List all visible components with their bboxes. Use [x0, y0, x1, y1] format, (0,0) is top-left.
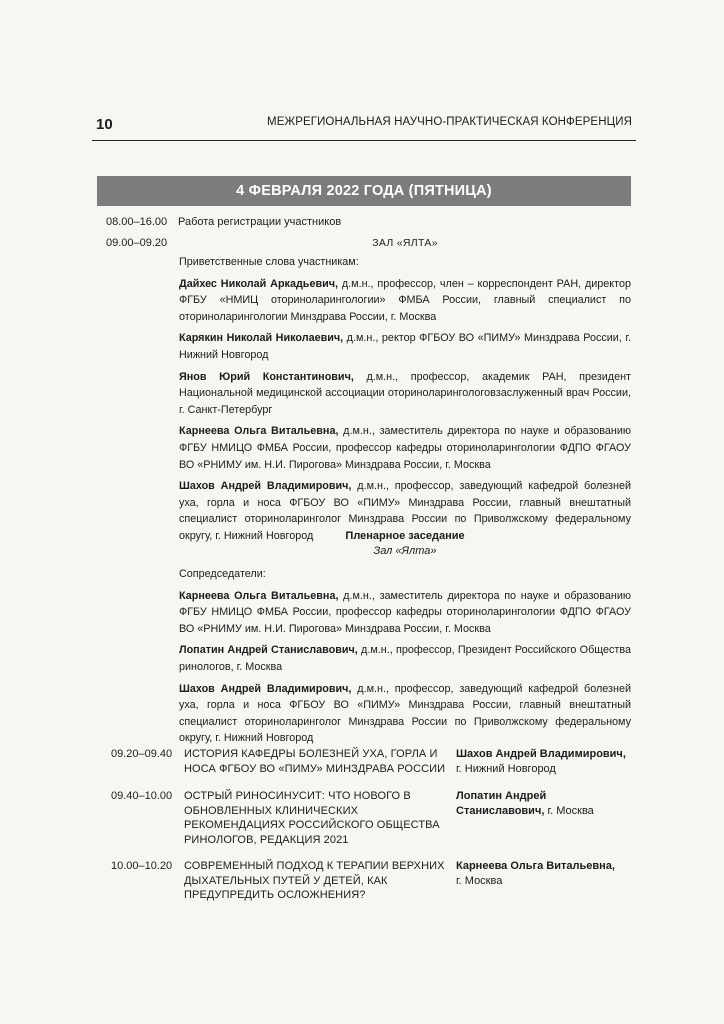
chairs-section [179, 566, 631, 752]
chair-details: д.м.н., профессор, Президент Российского Общества ринологов, г. Москва [179, 644, 631, 673]
speaker-name: Карнеева Ольга Витальевна, [179, 425, 339, 438]
chairs-label: Сопредседатели: [179, 568, 266, 580]
speaker-details: д.м.н., профессор, академик РАН, президент Национальной медицинской ассоциации оториноларингологовзаслуженный врач России, г. Санкт-Петербург [179, 370, 631, 416]
plenary-hall: Зал «Ялта» [373, 545, 437, 557]
talk-title: СОВРЕМЕННЫЙ ПОДХОД К ТЕРАПИИ ВЕРХНИХ ДЫХАТЕЛЬНЫХ ПУТЕЙ У ДЕТЕЙ, КАК ПРЕДУПРЕДИТЬ ОСЛОЖНЕНИЯ? [184, 860, 445, 902]
welcome-section [179, 254, 631, 550]
chair-name: Карнеева Ольга Витальевна, [179, 589, 339, 602]
time-slot: 08.00–16.00 [106, 216, 168, 228]
speaker-entry [179, 369, 631, 419]
chair-name: Шахов Андрей Владимирович, [179, 682, 352, 695]
talk-speaker-name: Карнеева Ольга Витальевна, [456, 860, 615, 872]
speaker-details: д.м.н., профессор, член – корреспондент РАН, директор ФГБУ «НМИЦ оториноларингологии» ФМБА России, главный специалист по оториноларингологии Минздрава России, г. Москва [179, 277, 631, 323]
speaker-name: Дайхес Николай Аркадьевич, [179, 277, 338, 290]
speaker-entry [179, 276, 631, 326]
schedule-text: Работа регистрации участников [178, 216, 342, 228]
talk-speaker-name: Шахов Андрей Владимирович, [456, 748, 626, 760]
speaker-details: д.м.н., ректор ФГБОУ ВО «ПИМУ» Минздрава России, г. Нижний Новгород [179, 332, 631, 361]
chair-name: Лопатин Андрей Станиславович, [179, 644, 358, 657]
speaker-entry [179, 423, 631, 473]
speaker-name: Шахов Андрей Владимирович, [179, 480, 352, 493]
talk-time: 09.20–09.40 [111, 748, 173, 760]
talk-speaker-city: г. Москва [456, 874, 503, 887]
chair-entry [179, 681, 631, 747]
chair-details: д.м.н., заместитель директора по науке и образованию ФГБУ НМИЦО ФМБА России, профессор кафедры оториноларингологии ФДПО ФГАОУ ВО «РНИМУ им. Н.И. Пирогова» Минздрава России, г. Москва [179, 589, 631, 635]
speaker-details: д.м.н., заместитель директора по науке и образованию ФГБУ НМИЦО ФМБА России, профессор кафедры оториноларингологии ФДПО ФГАОУ ВО «РНИМУ им. Н.И. Пирогова» Минздрава России, г. Москва [179, 425, 631, 471]
plenary-title: Пленарное заседание [345, 530, 465, 542]
date-banner: 4 ФЕВРАЛЯ 2022 ГОДА (ПЯТНИЦА) [97, 176, 631, 206]
chair-entry [179, 588, 631, 638]
chair-details: д.м.н., профессор, заведующий кафедрой болезней уха, горла и носа ФГБОУ ВО «ПИМУ» Минздрава России, главный внештатный специалист оториноларинголог Минздрава России по Приволжскому федеральному округу, г. Нижний Новгород [179, 682, 632, 745]
speaker-entry [179, 330, 631, 363]
talk-speaker [456, 789, 606, 818]
talk-time: 09.40–10.00 [111, 790, 173, 802]
talk-title: ОСТРЫЙ РИНОСИНУСИТ: ЧТО НОВОГО В ОБНОВЛЕННЫХ КЛИНИЧЕСКИХ РЕКОМЕНДАЦИЯХ РОССИЙСКОГО ОБЩЕСТВА РИНОЛОГОВ, РЕДАКЦИЯ 2021 [184, 790, 440, 846]
header-rule [92, 140, 636, 141]
speaker-details: д.м.н., профессор, заведующий кафедрой болезней уха, горла и носа ФГБОУ ВО «ПИМУ» Минздрава России, главный внештатный специалист оториноларинголог Минздрава России по Приволжскому федеральному округу, г. Нижний Новгород [179, 480, 632, 542]
chair-entry [179, 642, 631, 675]
talk-speaker [456, 747, 636, 776]
talk-title: ИСТОРИЯ КАФЕДРЫ БОЛЕЗНЕЙ УХА, ГОРЛА И НОСА ФГБОУ ВО «ПИМУ» МИНЗДРАВА РОССИИ [184, 748, 446, 775]
page-number: 10 [96, 116, 113, 133]
talk-speaker [456, 859, 636, 888]
talk-time: 10.00–10.20 [111, 860, 173, 872]
talk-speaker-name: Лопатин Андрей Станиславович, [456, 790, 547, 817]
hall-name: ЗАЛ «ЯЛТА» [372, 237, 438, 249]
time-slot: 09.00–09.20 [106, 237, 168, 249]
speaker-name: Янов Юрий Константинович, [179, 370, 354, 383]
welcome-label: Приветственные слова участникам: [179, 256, 359, 268]
talk-speaker-city: г. Нижний Новгород [456, 762, 556, 775]
running-header: МЕЖРЕГИОНАЛЬНАЯ НАУЧНО-ПРАКТИЧЕСКАЯ КОНФЕРЕНЦИЯ [267, 116, 632, 128]
speaker-name: Карякин Николай Николаевич, [179, 332, 344, 345]
talk-speaker-city: г. Москва [544, 804, 594, 817]
